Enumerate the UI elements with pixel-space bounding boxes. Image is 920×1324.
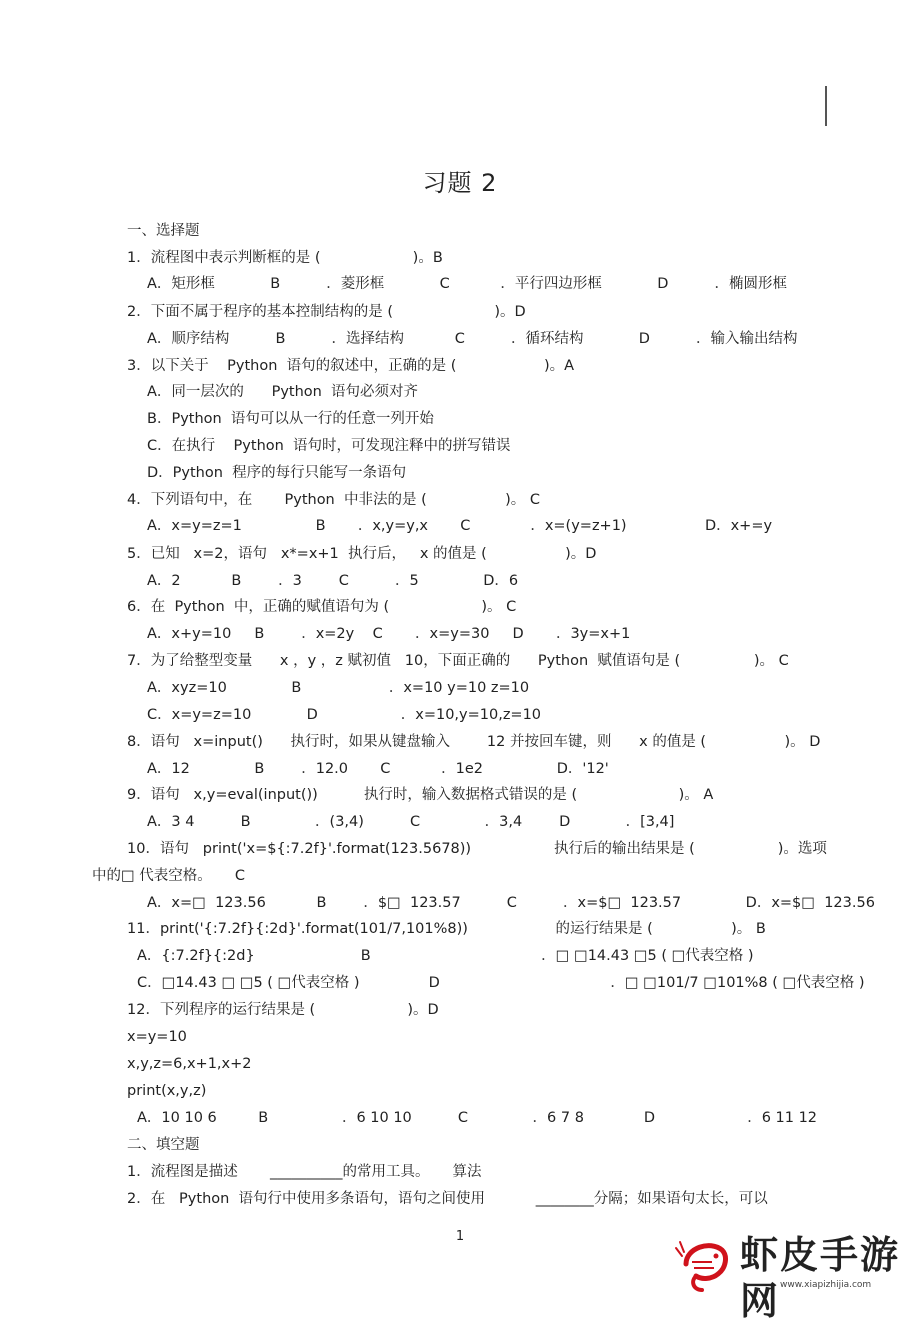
page-number: 1 (455, 1229, 465, 1244)
q12-options: A．10 10 6 B ．6 10 10 C ．6 7 8 D ．6 11 12 (137, 1110, 818, 1126)
shrimp-logo-icon (672, 1234, 734, 1296)
page-title: 习题 2 (422, 169, 498, 197)
code-line-3: print(x,y,z) (127, 1083, 207, 1099)
q8-options: A．12 B ．12.0 C ．1e2 D．'12' (147, 761, 609, 777)
question-7: 7．为了给整型变量 x ，y ，z 赋初值 10，下面正确的 Python 赋值语句是 ( )。 C (127, 653, 789, 669)
question-10: 10．语句 print('x=${:7.2f}'.format(123.5678)) 执行后的输出结果是 ( )。选项 (127, 841, 827, 857)
code-line-1: x=y=10 (127, 1029, 187, 1045)
q7-options-ab: A．xyz=10 B ．x=10 y=10 z=10 (147, 680, 530, 696)
question-10-cont: 中的□ 代表空格。 C (92, 868, 245, 884)
q10-options: A．x=□ 123.56 B ．$□ 123.57 C ．x=$□ 123.57 D．x=$□ 123.56 (147, 895, 875, 911)
section-fill-heading: 二、填空题 (127, 1137, 200, 1153)
question-1: 1．流程图中表示判断框的是 ( )。B (127, 250, 443, 266)
question-4: 4．下列语句中，在 Python 中非法的是 ( )。 C (127, 492, 540, 508)
q3-option-b: B．Python 语句可以从一行的任意一列开始 (147, 411, 434, 427)
q7-options-cd: C．x=y=z=10 D ．x=10,y=10,z=10 (147, 707, 542, 723)
watermark-logo (670, 1232, 915, 1323)
q3-option-d: D．Python 程序的每行只能写一条语句 (147, 465, 407, 481)
q11-options-ab: A．{:7.2f}{:2d} B ．□ □14.43 □5 ( □代表空格 ) (137, 948, 754, 964)
q4-options: A．x=y=z=1 B ．x,y=y,x C ．x=(y=z+1) D．x+=y (147, 518, 773, 534)
watermark-main-text: 虾皮手游网 (740, 1233, 901, 1323)
question-6: 6．在 Python 中，正确的赋值语句为 ( )。 C (127, 599, 517, 615)
q3-option-c: C．在执行 Python 语句时，可发现注释中的拼写错误 (147, 438, 511, 454)
question-2: 2．下面不属于程序的基本控制结构的是 ( )。D (127, 304, 526, 320)
q1-options: A．矩形框 B ．菱形框 C ．平行四边形框 D ．椭圆形框 (147, 276, 787, 292)
question-11: 11．print('{:7.2f}{:2d}'.format(101/7,101%8)) 的运行结果是 ( )。 B (127, 921, 766, 937)
watermark-url: www.xiapizhijia.com (780, 1280, 872, 1290)
q6-options: A．x+y=10 B ．x=2y C ．x=y=30 D ．3y=x+1 (147, 626, 631, 642)
question-5: 5．已知 x=2，语句 x*=x+1 执行后， x 的值是 ( )。D (127, 546, 597, 562)
question-12: 12．下列程序的运行结果是 ( )。D (127, 1002, 439, 1018)
q2-options: A．顺序结构 B ．选择结构 C ．循环结构 D ．输入输出结构 (147, 331, 798, 347)
section-choice-heading: 一、选择题 (127, 223, 200, 239)
code-line-2: x,y,z=6,x+1,x+2 (127, 1056, 252, 1072)
fill-question-1: 1．流程图是描述 __________的常用工具。 算法 (127, 1164, 482, 1180)
question-8: 8．语句 x=input() 执行时，如果从键盘输入 12 并按回车键，则 x 的值是 ( )。 D (127, 734, 821, 750)
q11-options-cd: C．□14.43 □ □5 ( □代表空格 ) D ．□ □101/7 □101%8 ( □代表空格 ) (137, 975, 865, 991)
question-9: 9．语句 x,y=eval(input()) 执行时，输入数据格式错误的是 ( )。 A (127, 787, 714, 803)
q5-options: A．2 B ．3 C ．5 D．6 (147, 573, 519, 589)
question-3: 3．以下关于 Python 语句的叙述中，正确的是 ( )。A (127, 358, 575, 374)
q9-options: A．3 4 B ．(3,4) C ．3,4 D ．[3,4] (147, 814, 675, 830)
fill-question-2: 2．在 Python 语句行中使用多条语句，语句之间使用 ________分隔；如果语句太长，可以 (127, 1191, 768, 1207)
q3-option-a: A．同一层次的 Python 语句必须对齐 (147, 384, 419, 400)
header-rule (825, 86, 827, 126)
